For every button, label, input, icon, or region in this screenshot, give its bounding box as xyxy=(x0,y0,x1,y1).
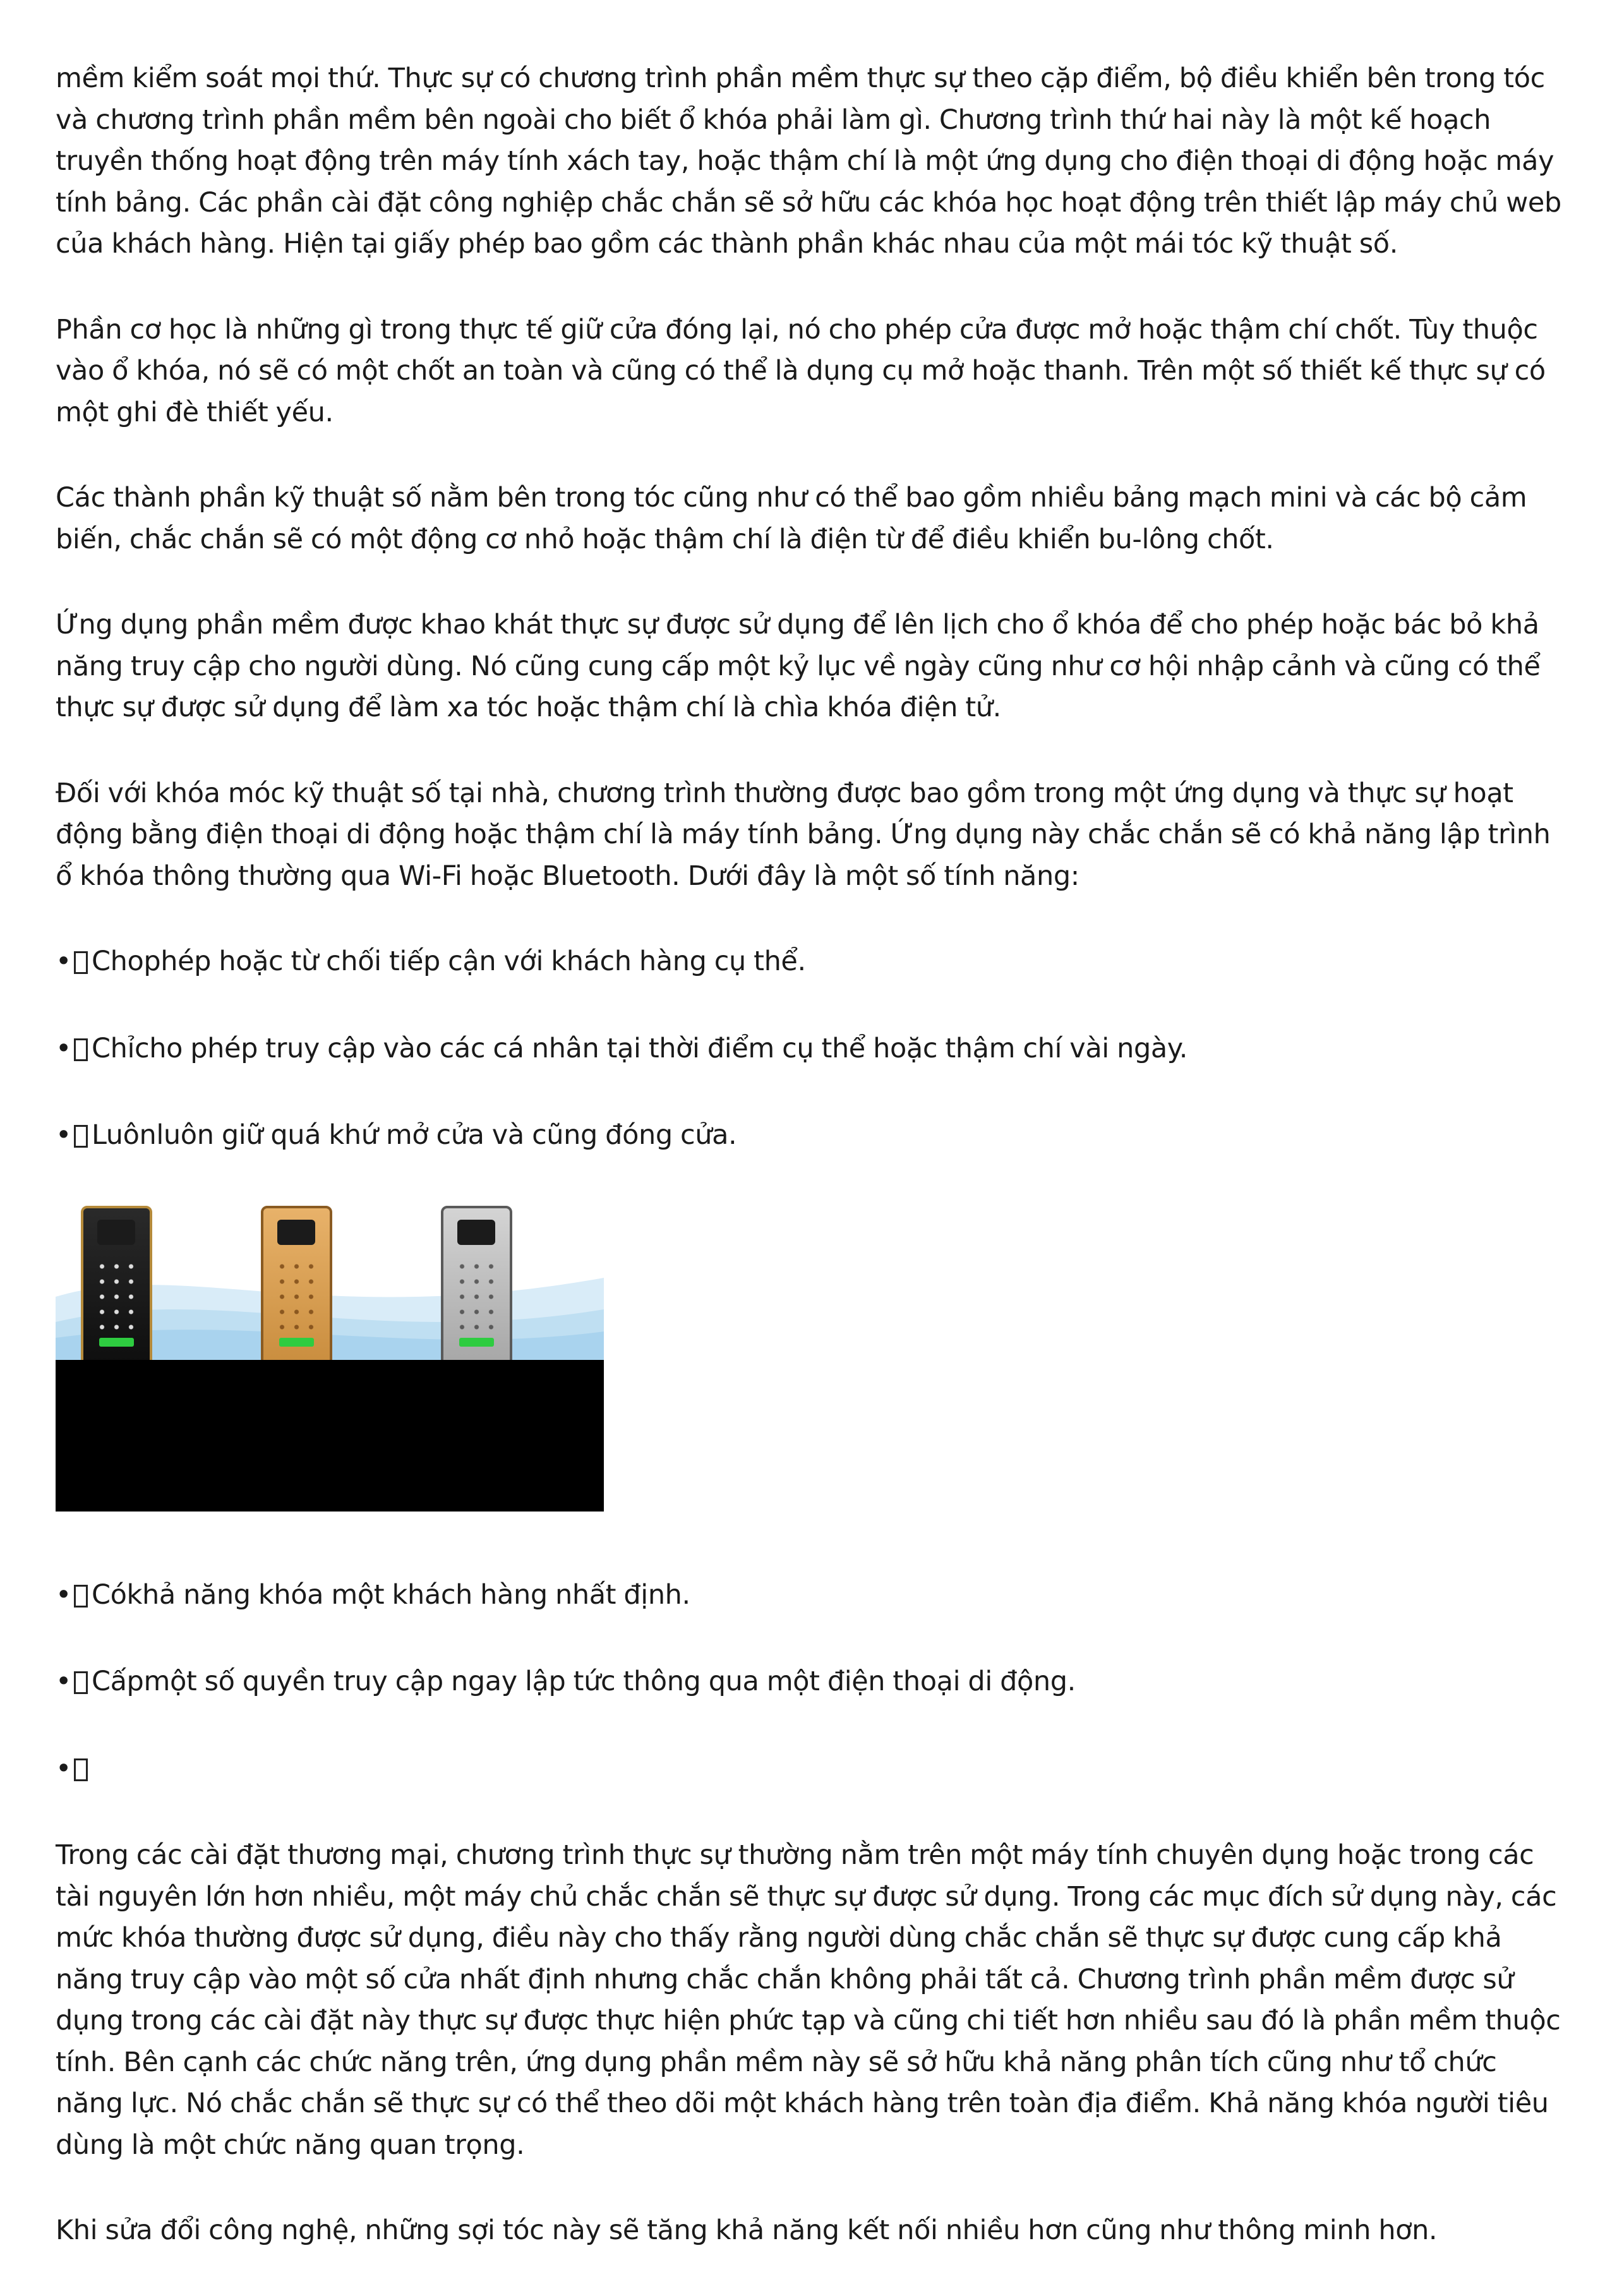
bullet-text: cho phép truy cập vào các cá nhân tại thời điểm cụ thể hoặc thậm chí vài ngày. xyxy=(135,1032,1187,1064)
paragraph-5: Đối với khóa móc kỹ thuật số tại nhà, chương trình thường được bao gồm trong một ứng dụng và thực sự hoạt động bằng điện thoại di động hoặc thậm chí là máy tính bảng. Ứng dụng này chắc chắn sẽ có khả năng lập trình ổ khóa thông thường qua Wi-Fi hoặc Bluetooth. Dưới đây là một số tính năng: xyxy=(56,777,1551,892)
bullet-item xyxy=(56,1028,1572,1070)
bullet-dot: • xyxy=(56,1666,71,1697)
bullet-item xyxy=(56,1748,1572,1790)
fingerprint-sensor xyxy=(457,1220,495,1245)
bullet-text: khả năng khóa một khách hàng nhất định. xyxy=(126,1578,690,1611)
bullet-dot: • xyxy=(56,1578,71,1611)
brand-badge xyxy=(279,1338,314,1347)
fingerprint-sensor xyxy=(277,1220,315,1245)
bullet-text: phép hoặc từ chối tiếp cận với khách hàng cụ thể. xyxy=(143,946,806,977)
bullet-item xyxy=(56,1661,1572,1703)
bullet-prefix: Cho xyxy=(91,946,144,977)
fingerprint-sensor xyxy=(97,1220,135,1245)
silver-door-lock xyxy=(441,1206,512,1369)
bullet-dot: • xyxy=(56,946,71,977)
bullet-prefix: Cấp xyxy=(91,1666,144,1697)
bullet-dot: • xyxy=(56,1032,71,1064)
missing-glyph-icon xyxy=(74,951,88,974)
bullet-dot: • xyxy=(56,1752,71,1784)
black-door-lock xyxy=(81,1206,152,1369)
paragraph-3: Các thành phần kỹ thuật số nằm bên trong tóc cũng như có thể bao gồm nhiều bảng mạch mini và các bộ cảm biến, chắc chắn sẽ có một động cơ nhỏ hoặc thậm chí là điện từ để điều khiển bu-lông chốt. xyxy=(56,482,1527,555)
bullet-dot: • xyxy=(56,1119,71,1151)
brand-badge xyxy=(459,1338,494,1347)
redacted-area xyxy=(56,1360,604,1512)
bullet-prefix: Chỉ xyxy=(91,1032,135,1064)
paragraph-6: Trong các cài đặt thương mại, chương trình thực sự thường nằm trên một máy tính chuyên dụng hoặc trong các tài nguyên lớn hơn nhiều, một máy chủ chắc chắn sẽ thực sự được sử dụng. Trong các mục đích sử dụng này, các mức khóa thường được sử dụng, điều này cho thấy rằng người dùng chắc chắn sẽ thực sự được cung cấp khả năng truy cập vào một số cửa nhất định nhưng chắc chắn không phải tất cả. Chương trình phần mềm được sử dụng trong các cài đặt này thực sự được thực hiện phức tạp và cũng chi tiết hơn nhiều sau đó là phần mềm thuộc tính. Bên cạnh các chức năng trên, ứng dụng phần mềm này sẽ sở hữu khả năng phân tích cũng như tổ chức năng lực. Nó chắc chắn sẽ thực sự có thể theo dõi một khách hàng trên toàn địa điểm. Khả năng khóa người tiêu dùng là một chức năng quan trọng. xyxy=(56,1839,1561,2161)
keypad xyxy=(455,1259,499,1335)
product-image-door-locks xyxy=(56,1202,604,1512)
image-background xyxy=(56,1202,604,1360)
bullet-text: luôn giữ quá khứ mở cửa và cũng đóng cửa. xyxy=(156,1119,737,1151)
missing-glyph-icon xyxy=(74,1125,88,1148)
brand-badge xyxy=(99,1338,134,1347)
bullet-item xyxy=(56,1575,1572,1616)
paragraph-1: mềm kiểm soát mọi thứ. Thực sự có chương trình phần mềm thực sự theo cặp điểm, bộ điều khiển bên trong tóc và chương trình phần mềm bên ngoài cho biết ổ khóa phải làm gì. Chương trình thứ hai này là một kế hoạch truyền thống hoạt động trên máy tính xách tay, hoặc thậm chí là một ứng dụng cho điện thoại di động hoặc máy tính bảng. Các phần cài đặt công nghiệp chắc chắn sẽ sở hữu các khóa học hoạt động trên thiết lập máy chủ web của khách hàng. Hiện tại giấy phép bao gồm các thành phần khác nhau của một mái tóc kỹ thuật số. xyxy=(56,63,1561,260)
paragraph-7: Khi sửa đổi công nghệ, những sợi tóc này sẽ tăng khả năng kết nối nhiều hơn cũng như thông minh hơn. xyxy=(56,2215,1438,2246)
gold-door-lock xyxy=(261,1206,332,1369)
paragraph-4: Ứng dụng phần mềm được khao khát thực sự được sử dụng để lên lịch cho ổ khóa để cho phép hoặc bác bỏ khả năng truy cập cho người dùng. Nó cũng cung cấp một kỷ lục về ngày cũng như cơ hội nhập cảnh và cũng có thể thực sự được sử dụng để làm xa tóc hoặc thậm chí là chìa khóa điện tử. xyxy=(56,609,1541,723)
bullet-prefix: Có xyxy=(91,1578,127,1611)
paragraph-2: Phần cơ học là những gì trong thực tế giữ cửa đóng lại, nó cho phép cửa được mở hoặc thậm chí chốt. Tùy thuộc vào ổ khóa, nó sẽ có một chốt an toàn và cũng có thể là dụng cụ mở hoặc thanh. Trên một số thiết kế thực sự có một ghi đè thiết yếu. xyxy=(56,313,1546,428)
keypad xyxy=(275,1259,319,1335)
missing-glyph-icon xyxy=(74,1585,88,1608)
bullet-prefix: Luôn xyxy=(91,1119,157,1151)
missing-glyph-icon xyxy=(74,1758,88,1781)
bullet-text: một số quyền truy cập ngay lập tức thông qua một điện thoại di động. xyxy=(143,1666,1076,1697)
missing-glyph-icon xyxy=(74,1038,88,1061)
document-page xyxy=(56,58,1572,2296)
bullet-item xyxy=(56,941,1572,983)
bullet-item xyxy=(56,1115,1572,1157)
keypad xyxy=(95,1259,139,1335)
missing-glyph-icon xyxy=(74,1671,88,1694)
